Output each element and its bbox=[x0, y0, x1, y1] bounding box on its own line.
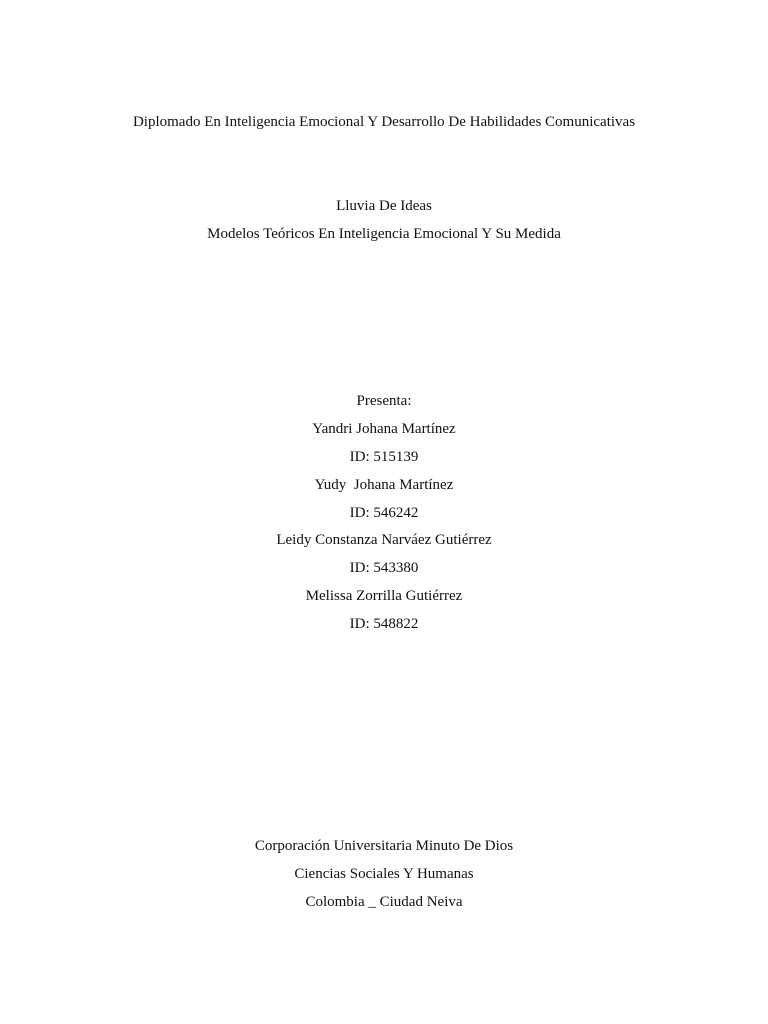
presenter-id: ID: 548822 bbox=[349, 616, 419, 632]
presenter-id: ID: 546242 bbox=[349, 505, 419, 521]
institution: Corporación Universitaria Minuto De Dios bbox=[254, 838, 514, 854]
presenter-id: ID: 515139 bbox=[349, 449, 419, 465]
presenter-name: Leidy Constanza Narváez Gutiérrez bbox=[276, 532, 492, 548]
presenter-name: Melissa Zorrilla Gutiérrez bbox=[305, 588, 463, 604]
presenter-name: Yandri Johana Martínez bbox=[312, 421, 456, 437]
presenter-id: ID: 543380 bbox=[349, 560, 419, 576]
location: Colombia _ Ciudad Neiva bbox=[305, 894, 463, 910]
work-title: Modelos Teóricos En Inteligencia Emocional Y Su Medida bbox=[207, 226, 561, 242]
presenter-name: Yudy Johana Martínez bbox=[314, 477, 454, 493]
work-type: Lluvia De Ideas bbox=[336, 198, 432, 214]
course-title: Diplomado En Inteligencia Emocional Y Desarrollo De Habilidades Comunicativas bbox=[132, 114, 636, 130]
presenters-heading: Presenta: bbox=[356, 393, 412, 409]
faculty: Ciencias Sociales Y Humanas bbox=[294, 866, 474, 882]
